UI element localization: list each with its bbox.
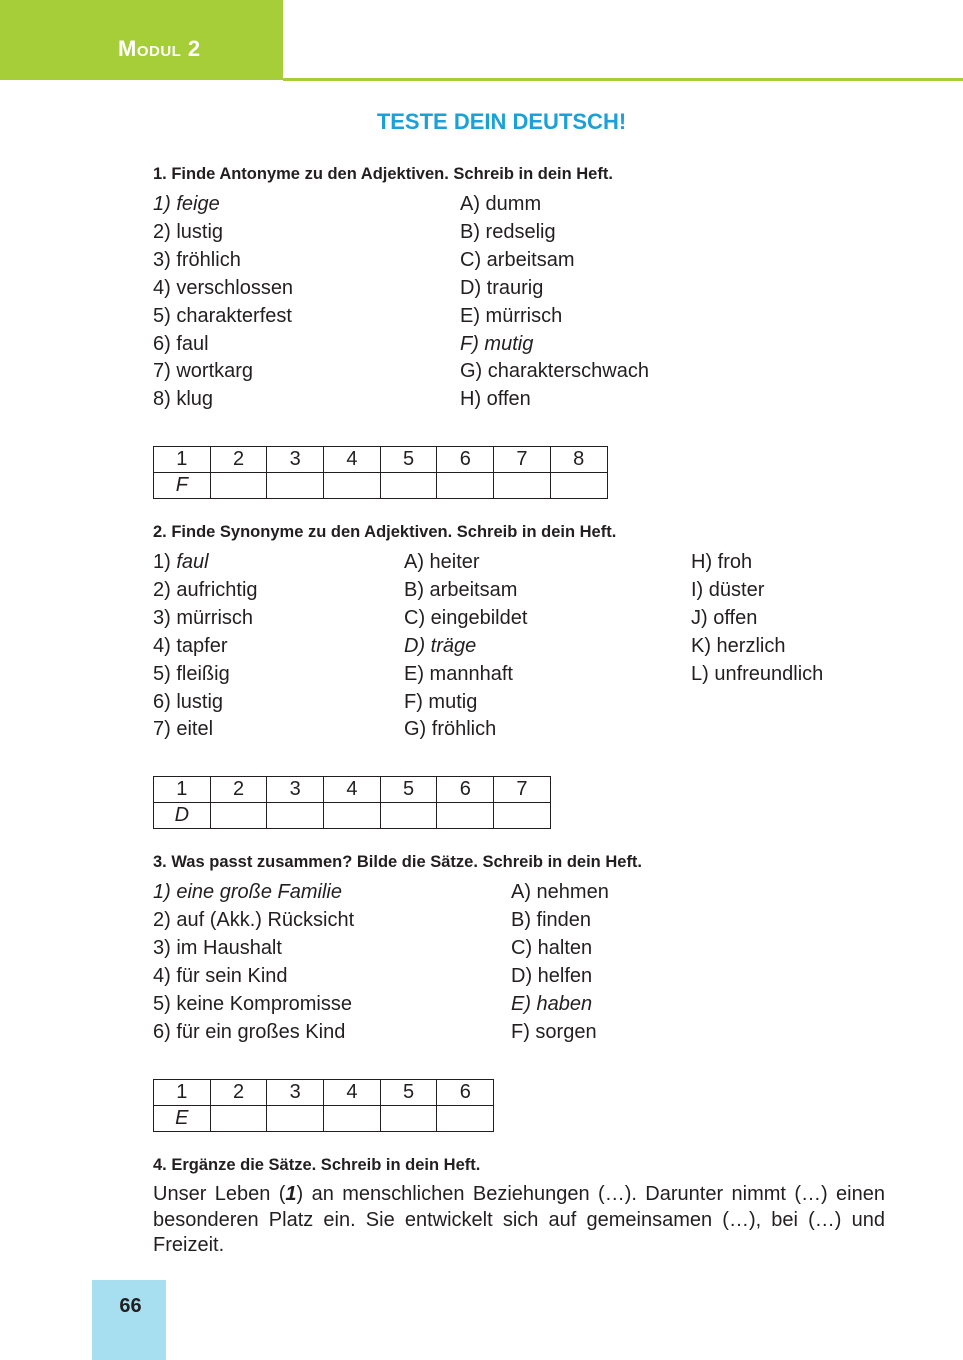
list-item: B) arbeitsam [404, 578, 518, 601]
task2-heading: 2. Finde Synonyme zu den Adjektiven. Schreib in dein Heft. [153, 523, 617, 541]
list-item: 3) im Haushalt [153, 936, 282, 959]
answer-cell [494, 803, 551, 829]
page-title: TESTE DEIN DEUTSCH! [376, 109, 627, 134]
list-item [153, 605, 258, 633]
list-item: B) redselig [460, 220, 556, 243]
answer-cell [267, 1106, 324, 1132]
item-number: 4) [153, 634, 171, 657]
task2-left-list [153, 549, 258, 744]
task2-middle-list [404, 549, 527, 744]
list-item: L) unfreundlich [691, 662, 824, 685]
item-word: fleißig [176, 662, 230, 685]
task3-left-list [153, 879, 354, 1046]
list-item: C) arbeitsam [460, 248, 575, 271]
answer-cell [324, 803, 381, 829]
answer-header-cell: 1 [154, 777, 211, 803]
task1-answer-table [153, 446, 608, 499]
item-number: 3) [153, 606, 171, 629]
answer-cell: D [154, 803, 211, 829]
answer-header-cell: 3 [267, 1080, 324, 1106]
item-word: eitel [176, 718, 214, 741]
item-word: faul [176, 551, 209, 573]
answer-header-cell: 6 [437, 777, 494, 803]
task1-right-list [460, 191, 649, 414]
answer-cell [324, 473, 381, 499]
answer-header-cell: 2 [210, 447, 267, 473]
item-number: 5) [153, 662, 171, 685]
list-item: F) sorgen [511, 1020, 597, 1043]
answer-header-cell: 4 [324, 1080, 381, 1106]
list-item: F) mutig [404, 690, 478, 713]
list-item: H) offen [460, 388, 531, 411]
list-item: 8) klug [153, 388, 214, 411]
list-item: 1) feige [153, 193, 220, 215]
list-item: 7) wortkarg [153, 360, 254, 383]
item-word: tapfer [176, 634, 228, 657]
answer-header-cell: 3 [267, 447, 324, 473]
answer-header-cell: 5 [380, 777, 437, 803]
list-item: 5) charakterfest [153, 304, 292, 327]
header-rule [283, 78, 963, 81]
item-word: mürrisch [176, 606, 254, 629]
list-item: 1) eine große Familie [153, 881, 342, 903]
answer-table-header-row [154, 1080, 494, 1106]
list-item: F) mutig [460, 332, 534, 355]
list-item [153, 577, 258, 605]
answer-cell [210, 803, 267, 829]
list-item: H) froh [691, 551, 753, 573]
answer-cell [380, 803, 437, 829]
answer-header-cell: 3 [267, 777, 324, 803]
task1-left-list [153, 191, 293, 414]
list-item: 2) auf (Akk.) Rücksicht [153, 908, 355, 931]
answer-table-row [154, 1106, 494, 1132]
answer-cell [210, 1106, 267, 1132]
answer-header-cell: 1 [154, 447, 211, 473]
list-item [153, 633, 258, 661]
answer-table-row [154, 803, 551, 829]
item-number: 2) [153, 578, 171, 601]
item-number: 7) [153, 718, 171, 741]
list-item: K) herzlich [691, 634, 786, 657]
answer-cell [437, 473, 494, 499]
list-item: A) dumm [460, 193, 542, 215]
list-item: D) helfen [511, 964, 593, 987]
list-item: D) traurig [460, 276, 544, 299]
answer-cell [267, 473, 324, 499]
item-number: 6) [153, 690, 171, 713]
answer-cell [494, 473, 551, 499]
answer-header-cell: 1 [154, 1080, 211, 1106]
page-number: 66 [119, 1295, 142, 1317]
list-item: G) charakterschwach [460, 360, 649, 383]
list-item [153, 716, 258, 744]
list-item: E) mannhaft [404, 662, 513, 685]
task2-answer-table [153, 776, 551, 829]
list-item [153, 549, 258, 577]
item-word: lustig [176, 690, 224, 713]
answer-table-header-row [154, 447, 608, 473]
page-number-box [92, 1280, 166, 1360]
answer-cell [267, 803, 324, 829]
answer-cell [380, 473, 437, 499]
item-number: 1) [153, 551, 171, 573]
list-item [153, 661, 258, 689]
answer-header-cell: 7 [494, 447, 551, 473]
answer-cell [210, 473, 267, 499]
blank-number: 1 [285, 1183, 297, 1205]
answer-header-cell: 4 [324, 777, 381, 803]
answer-cell [437, 803, 494, 829]
list-item: G) fröhlich [404, 718, 497, 741]
list-item: 5) keine Kompromisse [153, 992, 352, 1015]
answer-cell [380, 1106, 437, 1132]
list-item: I) düster [691, 578, 765, 601]
list-item [153, 689, 258, 717]
list-item: E) haben [511, 992, 593, 1015]
answer-header-cell: 6 [437, 1080, 494, 1106]
list-item: 6) faul [153, 332, 209, 355]
answer-cell [324, 1106, 381, 1132]
list-item: B) finden [511, 908, 592, 931]
answer-cell: E [154, 1106, 211, 1132]
list-item: J) offen [691, 606, 758, 629]
task1-heading: 1. Finde Antonyme zu den Adjektiven. Schreib in dein Heft. [153, 165, 613, 183]
answer-cell [437, 1106, 494, 1132]
task2-right-list [691, 549, 823, 689]
answer-header-cell: 2 [210, 777, 267, 803]
item-word: aufrichtig [176, 578, 258, 601]
list-item: A) heiter [404, 551, 480, 573]
task4-paragraph [153, 1182, 885, 1259]
list-item: E) mürrisch [460, 304, 563, 327]
answer-cell: F [154, 473, 211, 499]
task3-heading: 3. Was passt zusammen? Bilde die Sätze. Schreib in dein Heft. [153, 853, 643, 871]
list-item: 6) für ein großes Kind [153, 1020, 346, 1043]
answer-cell [550, 473, 607, 499]
answer-table-header-row [154, 777, 551, 803]
module-label: Modul 2 [118, 36, 201, 61]
answer-header-cell: 6 [437, 447, 494, 473]
list-item: C) halten [511, 936, 593, 959]
answer-header-cell: 5 [380, 447, 437, 473]
list-item: 4) verschlossen [153, 276, 294, 299]
answer-table-row [154, 473, 608, 499]
task3-answer-table [153, 1079, 494, 1132]
paragraph-text-rest: ) an menschlichen Beziehungen (…). Darunter nimmt (…) einen besonderen Platz ein. Sie entwickelt sich auf gemeinsamen (…), bei (…) und Freizeit. [153, 1183, 885, 1256]
task3-right-list [511, 879, 609, 1046]
answer-header-cell: 7 [494, 777, 551, 803]
answer-header-cell: 5 [380, 1080, 437, 1106]
answer-header-cell: 2 [210, 1080, 267, 1106]
list-item: D) träge [404, 634, 477, 657]
list-item: 2) lustig [153, 220, 224, 243]
answer-header-cell: 4 [324, 447, 381, 473]
list-item: 3) fröhlich [153, 248, 241, 271]
task4-heading: 4. Ergänze die Sätze. Schreib in dein Heft. [153, 1156, 481, 1174]
list-item: C) eingebildet [404, 606, 528, 629]
paragraph-text-start: Unser Leben ( [153, 1183, 286, 1205]
list-item: 4) für sein Kind [153, 964, 288, 987]
list-item: A) nehmen [511, 881, 609, 903]
answer-header-cell: 8 [550, 447, 607, 473]
